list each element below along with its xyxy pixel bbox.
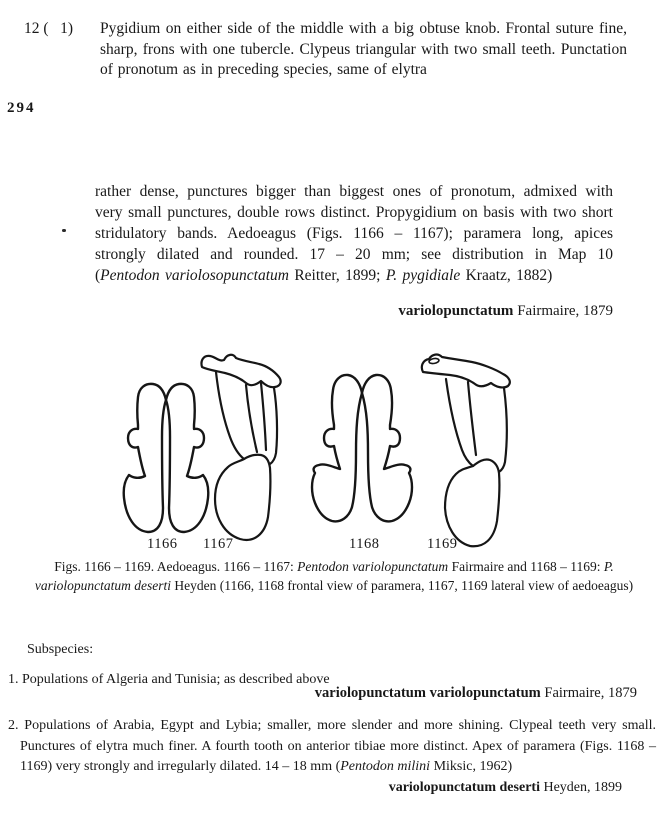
subspecies-heading: Subspecies:	[27, 642, 94, 657]
text-segment: P. pygidiale	[385, 267, 461, 284]
text-segment: variolopunctatum	[398, 303, 514, 319]
text-segment: Figs. 1166 – 1169. Aedoeagus. 1166 – 1167:	[54, 559, 298, 574]
page-number-artifact: 294	[7, 100, 36, 116]
figure-label-1166: 1166	[147, 536, 178, 552]
key-couplet	[24, 19, 627, 81]
description-paragraph	[95, 181, 613, 286]
text-segment: Kraatz, 1882)	[460, 267, 553, 284]
aedeagus-figure-svg	[105, 345, 535, 557]
subspecies-name-heading-2	[0, 780, 622, 796]
text-segment: variolopunctatum deserti	[388, 780, 540, 795]
text-segment: Miksic, 1962)	[430, 759, 513, 774]
species-heading-main	[0, 303, 613, 320]
text-segment: Pentodon milini	[340, 759, 431, 774]
text-segment: rather dense, punctures bigger than biggest ones of pronotum, admixed with very small punctures, double rows distinct. Propygidium on basis with two short stridulatory bands. Aedoeagus (Figs. 1166 – 1167); paramera long, apices strongly dilated and rounded. 17 – 20 mm; see distribution in Map 10 (	[95, 183, 613, 284]
aedeagus-drawing-1168	[312, 375, 412, 521]
text-segment: 1. Populations of Algeria and Tunisia; as described above	[8, 672, 330, 687]
aedeagus-drawing-1169	[422, 355, 510, 547]
figure-label-1167: 1167	[203, 536, 234, 552]
text-segment: Fairmaire, 1879	[513, 303, 613, 319]
figure-panel	[105, 345, 535, 557]
aedeagus-drawing-1166	[124, 384, 209, 532]
figure-caption	[20, 557, 648, 595]
text-segment: Fairmaire, 1879	[540, 685, 637, 701]
subspecies-name-heading-1	[0, 685, 637, 702]
text-segment: P. variolopunctatum deserti	[34, 559, 614, 593]
text-segment: variolopunctatum variolopunctatum	[314, 685, 541, 701]
text-segment: Pentodon variolosopunctatum	[100, 267, 289, 284]
text-segment: Heyden (1166, 1168 frontal view of paramera, 1167, 1169 lateral view of aedoeagus)	[171, 578, 634, 593]
figure-label-1169: 1169	[427, 536, 458, 552]
text-segment: Reitter, 1899;	[288, 267, 386, 284]
aedeagus-drawing-1167	[201, 355, 280, 540]
scan-speck	[62, 229, 66, 232]
text-segment: Heyden, 1899	[539, 780, 622, 795]
couplet-text: Pygidium on either side of the middle with a big obtuse knob. Frontal suture fine, sharp, frons with one tubercle. Clypeus triangular with two small teeth. Punctation of pronotum as in preceding species, same of elytra	[100, 20, 627, 78]
figure-label-1168: 1168	[349, 536, 380, 552]
couplet-number: 12 ( 1)	[24, 20, 74, 37]
text-segment: Pentodon variolopunctatum	[297, 559, 449, 574]
subspecies-item-2	[8, 716, 656, 778]
text-segment: 2. Populations of Arabia, Egypt and Lybia; smaller, more slender and more shining. Clypeal teeth very small. Punctures of elytra much finer. A fourth tooth on anterior tibiae more distinct. Apex of paramera (Figs. 1168 – 1169) very strongly and irregularly dilated. 14 – 18 mm (	[8, 718, 656, 774]
text-segment: Fairmaire and 1168 – 1169:	[448, 559, 604, 574]
